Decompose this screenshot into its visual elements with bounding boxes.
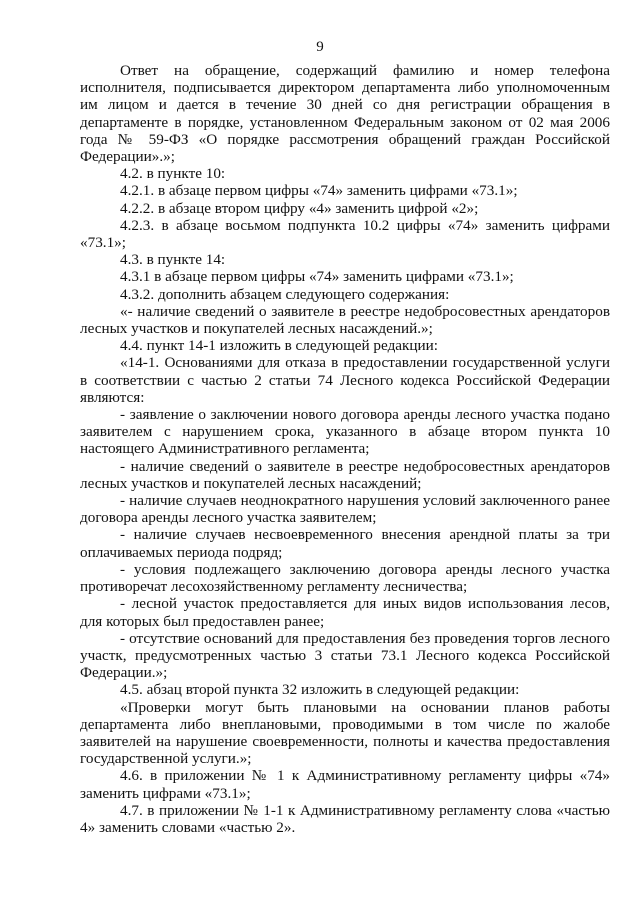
list-item-regulation-conflict: - условия подлежащего заключению договора аренды лесного участка противоречат лесохозяйственному регламенту лесничества;	[80, 560, 610, 596]
paragraph-4-4: 4.4. пункт 14-1 изложить в следующей редакции:	[120, 337, 439, 355]
list-item-late-application: - заявление о заключении нового договора аренды лесного участка подано заявителем с нарушением срока, указанного в абзаце втором пункта 10 настоящего Административного регламента;	[80, 406, 610, 458]
list-item-late-payment: - наличие случаев несвоевременного внесения арендной платы за три оплачиваемых периода подряд;	[80, 526, 610, 561]
paragraph-4-2-1: 4.2.1. в абзаце первом цифры «74» заменить цифрами «73.1»;	[120, 182, 518, 200]
paragraph-4-7: 4.7. в приложении № 1-1 к Административному регламенту слова «частью 4» заменить словами «частью 2».	[80, 801, 610, 836]
paragraph-4-3: 4.3. в пункте 14:	[120, 251, 226, 269]
paragraph-4-3-2: 4.3.2. дополнить абзацем следующего содержания:	[120, 285, 450, 303]
document-body	[80, 62, 610, 836]
paragraph-14-1: «14-1. Основаниями для отказа в предоставлении государственной услуги в соответствии с частью 2 статьи 74 Лесного кодекса Российской Федерации являются:	[80, 354, 610, 406]
list-item-registry: - наличие сведений о заявителе в реестре недобросовестных арендаторов лесных участков и покупателей лесных насаждений;	[80, 457, 610, 492]
paragraph-4-2-3: 4.2.3. в абзаце восьмом подпункта 10.2 цифры «74» заменить цифрами «73.1»;	[80, 216, 610, 252]
page-number: 9	[316, 39, 324, 55]
paragraph-4-2-2: 4.2.2. в абзаце втором цифру «4» заменить цифрой «2»;	[120, 199, 479, 217]
paragraph-new-abzac: «- наличие сведений о заявителе в реестре недобросовестных арендаторов лесных участков и покупателей лесных насаждений.»;	[80, 302, 610, 338]
paragraph-4-6: 4.6. в приложении № 1 к Административному регламенту цифры «74» заменить цифрами «73.1»;	[80, 767, 610, 802]
paragraph-inspections: «Проверки могут быть плановыми на основании планов работы департамента либо внеплановыми, проводимыми в том числе по жалобе заявителей на нарушение своевременности, полноты и качества предоставления государственной услуги.»;	[80, 698, 610, 768]
paragraph-4-5: 4.5. абзац второй пункта 32 изложить в следующей редакции:	[120, 681, 520, 699]
list-item-other-use: - лесной участок предоставляется для иных видов использования лесов, для которых был предоставлен ранее;	[80, 595, 610, 630]
list-item-no-grounds: - отсутствие оснований для предоставления без проведения торгов лесного участк, предусмотренных частью 3 статьи 73.1 Лесного кодекса Российской Федерации.»;	[80, 629, 610, 682]
paragraph-4-3-1: 4.3.1 в абзаце первом цифры «74» заменить цифрами «73.1»;	[120, 268, 514, 286]
list-item-repeated-violation: - наличие случаев неоднократного нарушения условий заключенного ранее договора аренды лесного участка заявителем;	[80, 492, 610, 527]
paragraph-4-2: 4.2. в пункте 10:	[120, 165, 226, 183]
paragraph-response-procedure: Ответ на обращение, содержащий фамилию и номер телефона исполнителя, подписывается директором департамента либо уполномоченным им лицом и дается в течение 30 дней со дня регистрации обращения в департаменте в порядке, установленном Федеральным законом от 02 мая 2006 года № 59-ФЗ «О порядке рассмотрения обращений граждан Российской Федерации».»;	[80, 62, 610, 166]
